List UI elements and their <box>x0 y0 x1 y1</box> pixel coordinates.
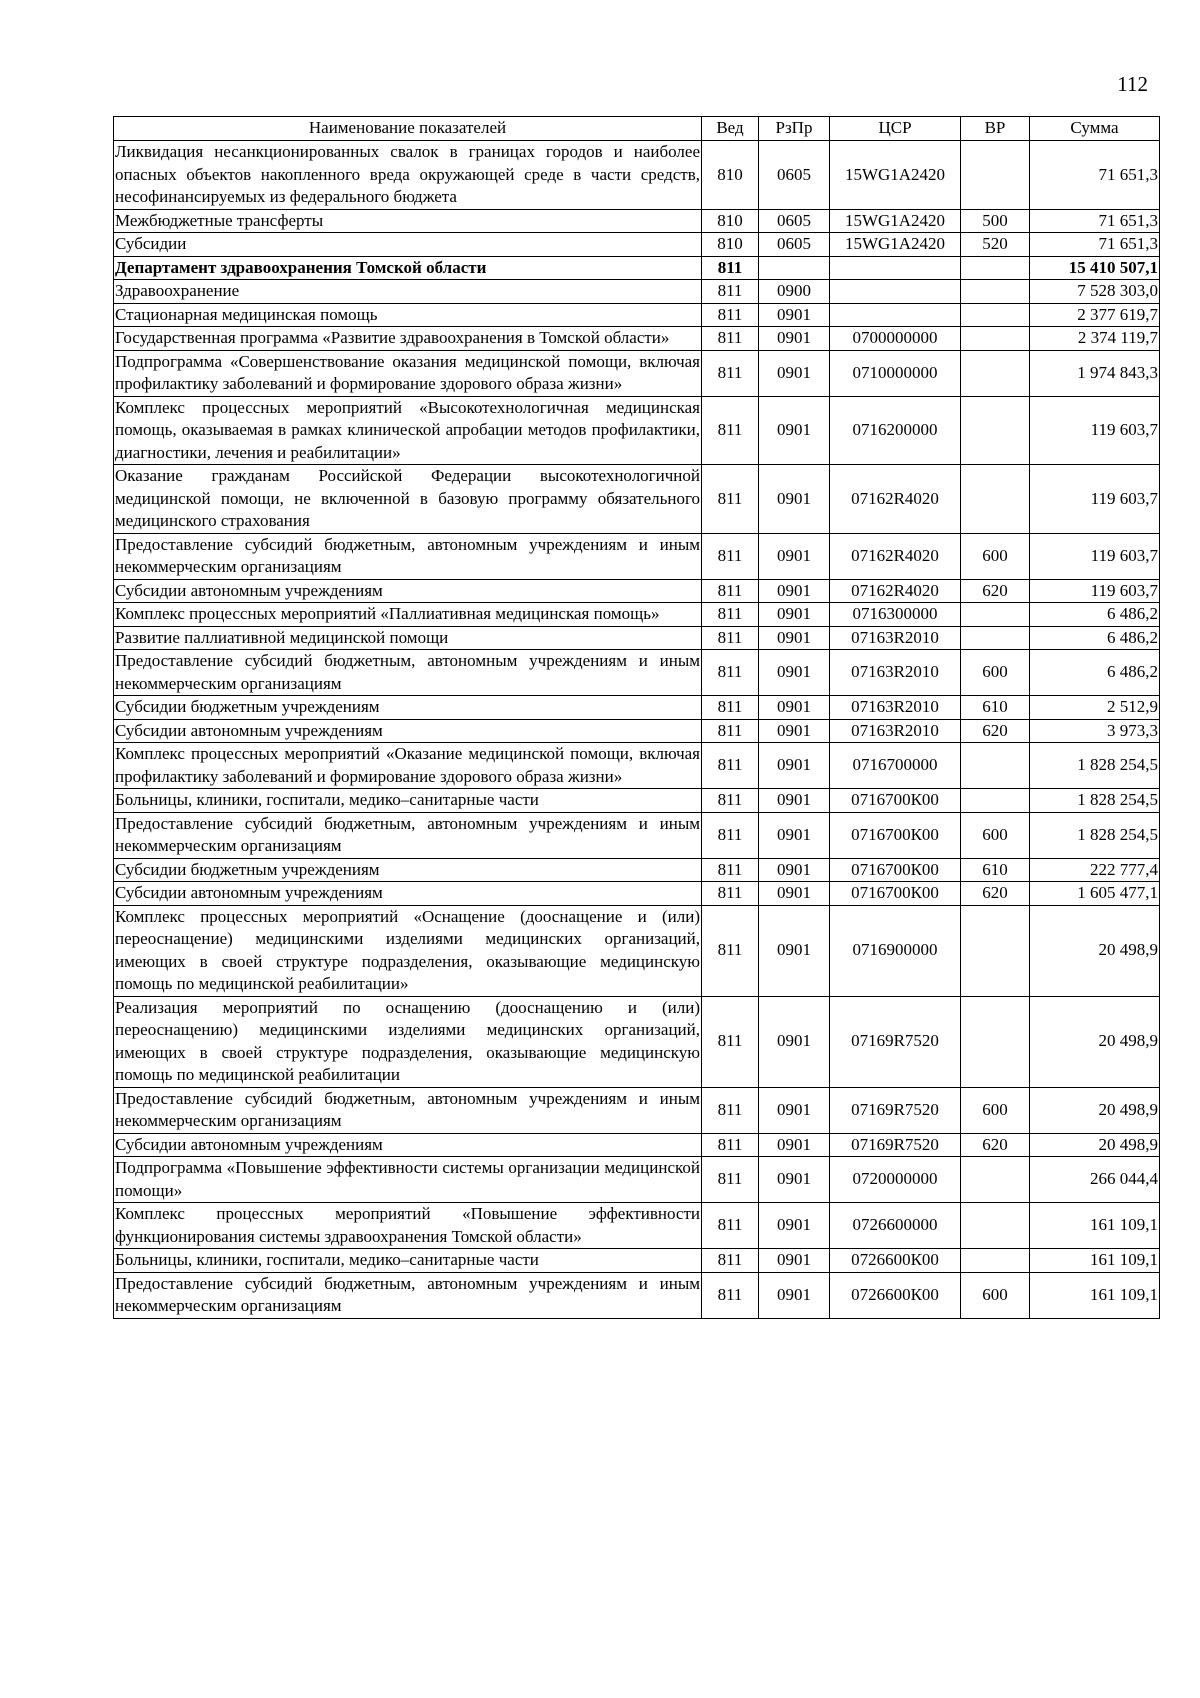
cell-csr: 07163R2010 <box>830 719 961 743</box>
cell-csr: 0726600К00 <box>830 1249 961 1273</box>
table-row <box>114 533 1160 579</box>
table-row <box>114 1087 1160 1133</box>
cell-sum: 119 603,7 <box>1030 533 1160 579</box>
cell-sum: 119 603,7 <box>1030 396 1160 465</box>
cell-csr: 07169R7520 <box>830 1133 961 1157</box>
cell-sum: 119 603,7 <box>1030 579 1160 603</box>
cell-name: Ликвидация несанкционированных свалок в границах городов и наиболее опасных объектов накопленного вреда окружающей среде в части средств, несофинансируемых из федерального бюджета <box>114 141 702 210</box>
table-header-row <box>114 117 1160 141</box>
cell-name: Межбюджетные трансферты <box>114 209 702 233</box>
cell-ved: 811 <box>702 256 759 280</box>
cell-rzpr: 0605 <box>759 233 830 257</box>
cell-csr: 0726600К00 <box>830 1272 961 1318</box>
cell-vr <box>961 327 1030 351</box>
cell-rzpr: 0901 <box>759 1133 830 1157</box>
column-header-sum: Сумма <box>1030 117 1160 141</box>
table-row <box>114 743 1160 789</box>
cell-vr: 620 <box>961 719 1030 743</box>
cell-csr: 15WG1A2420 <box>830 141 961 210</box>
cell-csr: 0710000000 <box>830 350 961 396</box>
cell-sum: 3 973,3 <box>1030 719 1160 743</box>
cell-ved: 811 <box>702 465 759 534</box>
table-row <box>114 603 1160 627</box>
cell-vr: 620 <box>961 579 1030 603</box>
cell-rzpr: 0901 <box>759 626 830 650</box>
cell-vr: 600 <box>961 1272 1030 1318</box>
table-row <box>114 256 1160 280</box>
cell-ved: 811 <box>702 603 759 627</box>
cell-name: Субсидии бюджетным учреждениям <box>114 858 702 882</box>
column-header-ved: Вед <box>702 117 759 141</box>
table-row <box>114 303 1160 327</box>
cell-rzpr: 0901 <box>759 1157 830 1203</box>
cell-rzpr: 0901 <box>759 812 830 858</box>
cell-vr: 600 <box>961 812 1030 858</box>
cell-csr: 0726600000 <box>830 1203 961 1249</box>
table-row <box>114 905 1160 996</box>
cell-csr: 07163R2010 <box>830 650 961 696</box>
cell-ved: 811 <box>702 396 759 465</box>
cell-csr: 0720000000 <box>830 1157 961 1203</box>
cell-name: Комплекс процессных мероприятий «Высокотехнологичная медицинская помощь, оказываемая в рамках клинической апробации методов профилактики, диагностики, лечения и реабилитации» <box>114 396 702 465</box>
cell-rzpr: 0901 <box>759 396 830 465</box>
cell-sum: 6 486,2 <box>1030 650 1160 696</box>
cell-vr <box>961 280 1030 304</box>
cell-name: Развитие паллиативной медицинской помощи <box>114 626 702 650</box>
cell-ved: 811 <box>702 1087 759 1133</box>
cell-csr: 0716700К00 <box>830 812 961 858</box>
cell-vr <box>961 789 1030 813</box>
cell-csr: 15WG1A2420 <box>830 233 961 257</box>
cell-csr: 0716700000 <box>830 743 961 789</box>
cell-sum: 6 486,2 <box>1030 626 1160 650</box>
cell-csr: 0716700К00 <box>830 789 961 813</box>
table-row <box>114 1272 1160 1318</box>
cell-rzpr: 0901 <box>759 719 830 743</box>
cell-name: Предоставление субсидий бюджетным, автономным учреждениям и иным некоммерческим организациям <box>114 1087 702 1133</box>
budget-table <box>113 116 1160 1319</box>
cell-sum: 161 109,1 <box>1030 1272 1160 1318</box>
cell-vr <box>961 743 1030 789</box>
cell-name: Государственная программа «Развитие здравоохранения в Томской области» <box>114 327 702 351</box>
table-row <box>114 1249 1160 1273</box>
cell-name: Субсидии автономным учреждениям <box>114 882 702 906</box>
cell-name: Предоставление субсидий бюджетным, автономным учреждениям и иным некоммерческим организациям <box>114 812 702 858</box>
table-row <box>114 465 1160 534</box>
cell-rzpr: 0901 <box>759 1087 830 1133</box>
cell-rzpr: 0901 <box>759 327 830 351</box>
cell-sum: 20 498,9 <box>1030 1087 1160 1133</box>
cell-ved: 811 <box>702 882 759 906</box>
table-row <box>114 1157 1160 1203</box>
cell-rzpr: 0901 <box>759 1203 830 1249</box>
cell-name: Комплекс процессных мероприятий «Паллиативная медицинская помощь» <box>114 603 702 627</box>
cell-sum: 71 651,3 <box>1030 141 1160 210</box>
cell-vr <box>961 1203 1030 1249</box>
cell-vr: 610 <box>961 858 1030 882</box>
cell-name: Реализация мероприятий по оснащению (дооснащению и (или) переоснащению) медицинскими изделиями медицинских организаций, имеющих в своей структуре подразделения, оказывающие медицинскую помощь по медицинской реабилитации <box>114 996 702 1087</box>
cell-ved: 811 <box>702 719 759 743</box>
cell-sum: 71 651,3 <box>1030 209 1160 233</box>
cell-ved: 811 <box>702 579 759 603</box>
cell-vr <box>961 256 1030 280</box>
cell-vr: 500 <box>961 209 1030 233</box>
column-header-name: Наименование показателей <box>114 117 702 141</box>
cell-name: Стационарная медицинская помощь <box>114 303 702 327</box>
cell-sum: 2 377 619,7 <box>1030 303 1160 327</box>
cell-vr <box>961 465 1030 534</box>
cell-rzpr: 0901 <box>759 1249 830 1273</box>
cell-rzpr: 0901 <box>759 858 830 882</box>
table-row <box>114 327 1160 351</box>
cell-rzpr: 0901 <box>759 696 830 720</box>
cell-name: Комплекс процессных мероприятий «Повышение эффективности функционирования системы здравоохранения Томской области» <box>114 1203 702 1249</box>
table-row <box>114 719 1160 743</box>
cell-vr: 620 <box>961 882 1030 906</box>
cell-sum: 1 828 254,5 <box>1030 812 1160 858</box>
table-row <box>114 350 1160 396</box>
column-header-csr: ЦСР <box>830 117 961 141</box>
cell-name: Здравоохранение <box>114 280 702 304</box>
cell-csr: 07163R2010 <box>830 696 961 720</box>
cell-sum: 7 528 303,0 <box>1030 280 1160 304</box>
cell-vr: 600 <box>961 650 1030 696</box>
cell-ved: 811 <box>702 327 759 351</box>
cell-csr: 07169R7520 <box>830 996 961 1087</box>
cell-sum: 1 605 477,1 <box>1030 882 1160 906</box>
cell-name: Предоставление субсидий бюджетным, автономным учреждениям и иным некоммерческим организациям <box>114 533 702 579</box>
table-row <box>114 396 1160 465</box>
cell-ved: 811 <box>702 858 759 882</box>
cell-ved: 811 <box>702 280 759 304</box>
cell-sum: 1 974 843,3 <box>1030 350 1160 396</box>
cell-ved: 811 <box>702 650 759 696</box>
table-row <box>114 280 1160 304</box>
cell-vr: 600 <box>961 1087 1030 1133</box>
cell-name: Больницы, клиники, госпитали, медико–санитарные части <box>114 1249 702 1273</box>
cell-sum: 119 603,7 <box>1030 465 1160 534</box>
cell-vr <box>961 626 1030 650</box>
table-body <box>114 141 1160 1319</box>
cell-ved: 811 <box>702 696 759 720</box>
cell-sum: 20 498,9 <box>1030 996 1160 1087</box>
cell-name: Предоставление субсидий бюджетным, автономным учреждениям и иным некоммерческим организациям <box>114 650 702 696</box>
cell-csr: 07169R7520 <box>830 1087 961 1133</box>
table-row <box>114 650 1160 696</box>
cell-name: Подпрограмма «Повышение эффективности системы организации медицинской помощи» <box>114 1157 702 1203</box>
cell-ved: 811 <box>702 303 759 327</box>
cell-ved: 811 <box>702 350 759 396</box>
cell-vr <box>961 1157 1030 1203</box>
cell-rzpr: 0901 <box>759 650 830 696</box>
cell-name: Комплекс процессных мероприятий «Оказание медицинской помощи, включая профилактику заболеваний и формирование здорового образа жизни» <box>114 743 702 789</box>
cell-name: Субсидии бюджетным учреждениям <box>114 696 702 720</box>
cell-vr <box>961 603 1030 627</box>
cell-name: Больницы, клиники, госпитали, медико–санитарные части <box>114 789 702 813</box>
table-row <box>114 209 1160 233</box>
cell-sum: 1 828 254,5 <box>1030 743 1160 789</box>
cell-vr <box>961 396 1030 465</box>
cell-sum: 161 109,1 <box>1030 1249 1160 1273</box>
table-row <box>114 579 1160 603</box>
cell-vr <box>961 1249 1030 1273</box>
cell-rzpr: 0901 <box>759 533 830 579</box>
table-row <box>114 996 1160 1087</box>
table-row <box>114 696 1160 720</box>
cell-name: Подпрограмма «Совершенствование оказания медицинской помощи, включая профилактику заболеваний и формирование здорового образа жизни» <box>114 350 702 396</box>
cell-sum: 222 777,4 <box>1030 858 1160 882</box>
cell-rzpr: 0901 <box>759 905 830 996</box>
cell-ved: 811 <box>702 905 759 996</box>
cell-sum: 6 486,2 <box>1030 603 1160 627</box>
cell-csr: 07162R4020 <box>830 579 961 603</box>
table-row <box>114 233 1160 257</box>
cell-rzpr: 0901 <box>759 303 830 327</box>
cell-sum: 71 651,3 <box>1030 233 1160 257</box>
cell-ved: 811 <box>702 743 759 789</box>
cell-vr <box>961 996 1030 1087</box>
cell-rzpr: 0901 <box>759 603 830 627</box>
cell-vr: 610 <box>961 696 1030 720</box>
cell-csr: 15WG1A2420 <box>830 209 961 233</box>
cell-name: Субсидии автономным учреждениям <box>114 1133 702 1157</box>
cell-rzpr: 0901 <box>759 882 830 906</box>
column-header-rzpr: РзПр <box>759 117 830 141</box>
cell-rzpr: 0901 <box>759 465 830 534</box>
cell-sum: 161 109,1 <box>1030 1203 1160 1249</box>
cell-ved: 811 <box>702 533 759 579</box>
cell-vr <box>961 350 1030 396</box>
cell-rzpr: 0901 <box>759 1272 830 1318</box>
table-row <box>114 141 1160 210</box>
cell-vr: 520 <box>961 233 1030 257</box>
cell-sum: 2 512,9 <box>1030 696 1160 720</box>
cell-name: Субсидии автономным учреждениям <box>114 719 702 743</box>
cell-csr: 07163R2010 <box>830 626 961 650</box>
cell-csr: 0716200000 <box>830 396 961 465</box>
cell-name: Предоставление субсидий бюджетным, автономным учреждениям и иным некоммерческим организациям <box>114 1272 702 1318</box>
cell-sum: 15 410 507,1 <box>1030 256 1160 280</box>
table-row <box>114 882 1160 906</box>
cell-csr <box>830 256 961 280</box>
table-row <box>114 1203 1160 1249</box>
cell-ved: 811 <box>702 1272 759 1318</box>
cell-rzpr: 0901 <box>759 350 830 396</box>
cell-sum: 20 498,9 <box>1030 905 1160 996</box>
cell-csr: 0700000000 <box>830 327 961 351</box>
cell-name: Субсидии автономным учреждениям <box>114 579 702 603</box>
cell-name: Оказание гражданам Российской Федерации высокотехнологичной медицинской помощи, не включенной в базовую программу обязательного медицинского страхования <box>114 465 702 534</box>
cell-vr <box>961 303 1030 327</box>
table-row <box>114 1133 1160 1157</box>
cell-vr <box>961 905 1030 996</box>
cell-rzpr: 0901 <box>759 789 830 813</box>
cell-rzpr: 0901 <box>759 996 830 1087</box>
table-row <box>114 812 1160 858</box>
cell-ved: 811 <box>702 996 759 1087</box>
table-row <box>114 626 1160 650</box>
cell-ved: 811 <box>702 1203 759 1249</box>
cell-name: Субсидии <box>114 233 702 257</box>
cell-vr: 600 <box>961 533 1030 579</box>
page-number: 112 <box>1117 72 1148 96</box>
cell-ved: 811 <box>702 812 759 858</box>
cell-rzpr: 0900 <box>759 280 830 304</box>
column-header-vr: ВР <box>961 117 1030 141</box>
cell-sum: 2 374 119,7 <box>1030 327 1160 351</box>
cell-sum: 266 044,4 <box>1030 1157 1160 1203</box>
table-row <box>114 789 1160 813</box>
table-row <box>114 858 1160 882</box>
cell-rzpr: 0605 <box>759 209 830 233</box>
cell-name: Комплекс процессных мероприятий «Оснащение (дооснащение и (или) переоснащение) медицинскими изделиями медицинских организаций, имеющих в своей структуре подразделения, оказывающие медицинскую помощь по медицинской реабилитации» <box>114 905 702 996</box>
cell-sum: 1 828 254,5 <box>1030 789 1160 813</box>
cell-csr: 0716300000 <box>830 603 961 627</box>
cell-csr: 0716700К00 <box>830 882 961 906</box>
cell-ved: 810 <box>702 233 759 257</box>
cell-csr <box>830 303 961 327</box>
cell-ved: 811 <box>702 626 759 650</box>
cell-ved: 810 <box>702 141 759 210</box>
cell-csr: 0716900000 <box>830 905 961 996</box>
cell-csr: 07162R4020 <box>830 465 961 534</box>
cell-ved: 811 <box>702 1157 759 1203</box>
cell-name: Департамент здравоохранения Томской области <box>114 256 702 280</box>
cell-rzpr: 0605 <box>759 141 830 210</box>
cell-ved: 811 <box>702 789 759 813</box>
cell-csr: 07162R4020 <box>830 533 961 579</box>
cell-sum: 20 498,9 <box>1030 1133 1160 1157</box>
cell-csr: 0716700К00 <box>830 858 961 882</box>
cell-ved: 810 <box>702 209 759 233</box>
cell-vr <box>961 141 1030 210</box>
cell-csr <box>830 280 961 304</box>
cell-vr: 620 <box>961 1133 1030 1157</box>
cell-rzpr: 0901 <box>759 743 830 789</box>
cell-ved: 811 <box>702 1133 759 1157</box>
cell-ved: 811 <box>702 1249 759 1273</box>
cell-rzpr <box>759 256 830 280</box>
cell-rzpr: 0901 <box>759 579 830 603</box>
